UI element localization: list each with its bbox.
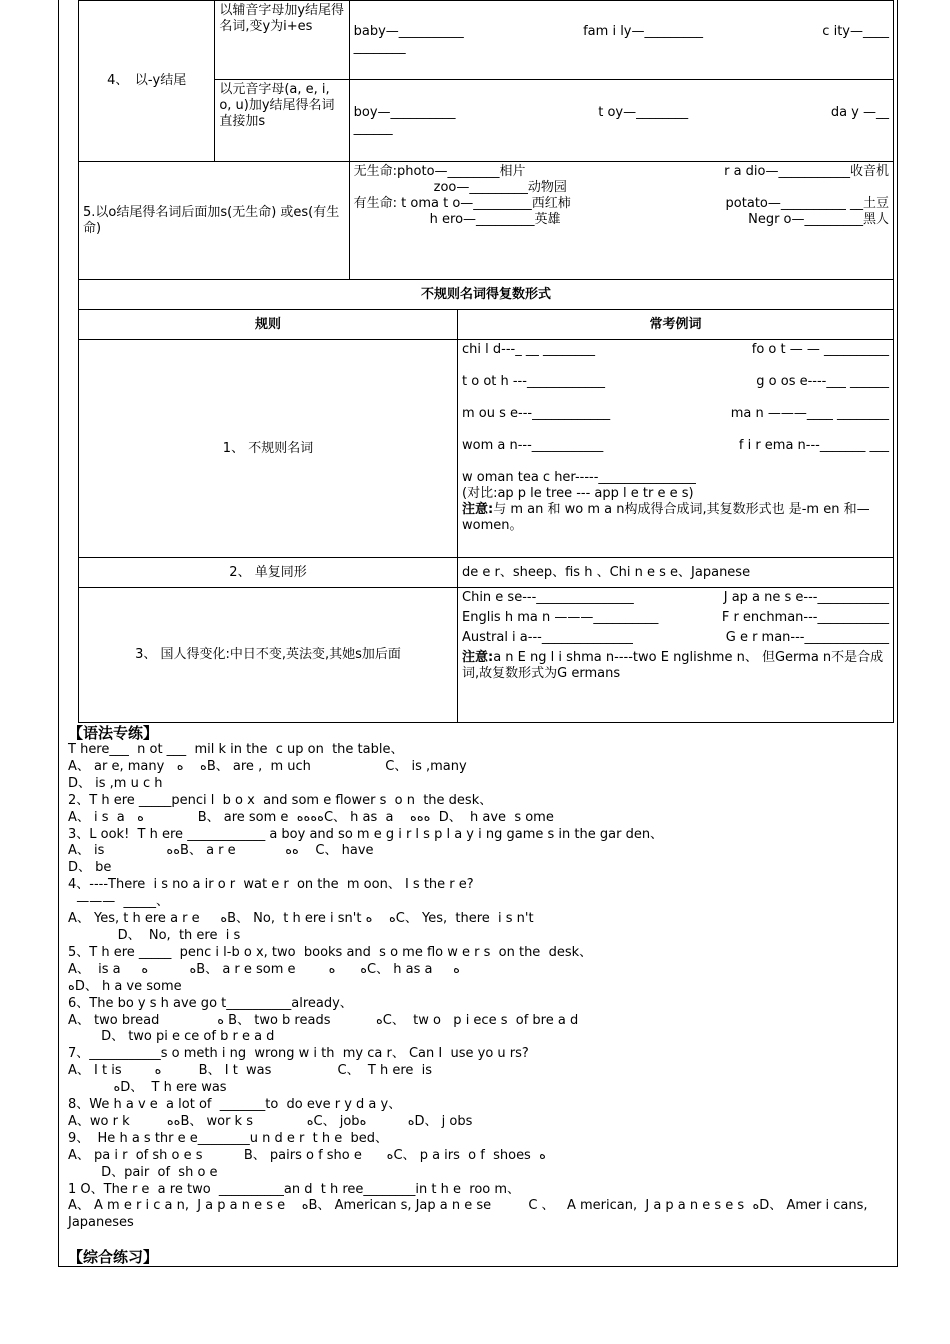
exercise-line: 1 O、The r e a re two __________an d t h ree________in t h e roo m、 xyxy=(68,1181,521,1197)
exercise-line: D、 No, th ere i s xyxy=(68,927,241,943)
note-label: 注意: xyxy=(462,502,494,517)
example: g o os e----___ ______ xyxy=(756,374,889,389)
exercise-line: ﻩD、 h a ve some xyxy=(68,978,182,994)
exercise-line: 9、 He h a s thr e e________u n d e r t h e bed、 xyxy=(68,1130,388,1146)
exercise-line: ﻩD、 T h ere was xyxy=(68,1080,227,1096)
example: w oman tea c her-----_______________ xyxy=(462,470,696,485)
rules-table xyxy=(78,0,894,280)
note-text: 与 m an 和 wo m a n构成得合成词,其复数形式也 是-m en 和—women。 xyxy=(462,502,870,533)
exercise-line: A、 ar e, many ﻩ ﻩB、 are , m uch C、 is ,many xyxy=(68,758,467,774)
row1-label: 1、 不规则名词 xyxy=(79,340,458,558)
rule4-sub2: 以元音字母(a, e, i, o, u)加y结尾得名词直接加s xyxy=(215,80,349,162)
example: Chin e se---_______________ xyxy=(462,590,634,605)
example: (对比:ap p le tree --- app l e tr e e s) xyxy=(462,486,694,501)
example: zoo—_________动物园 xyxy=(433,180,567,195)
exercise-line: 2、T h ere _____penci l b o x and som e flower s o n the desk、 xyxy=(68,792,493,808)
example: wom a n---___________ xyxy=(462,438,604,453)
note xyxy=(462,650,889,682)
rule5-label: 5.以o结尾得名词后面加s(无生命) 或es(有生命) xyxy=(79,162,350,280)
example: t o ot h ---____________ xyxy=(462,374,605,389)
exercise-line: 7、___________s o meth i ng wrong w i th my ca r、 Can I use yo u rs? xyxy=(68,1046,529,1062)
grammar-heading: 【语法专练】 xyxy=(68,724,159,742)
note-text: a n E ng l i shma n----two E nglishme n、 但Germa n不是合成词,故复数形式为G ermans xyxy=(462,650,884,681)
exercise-line: 3、L ook! T h ere ____________ a boy and so m e g i r l s p l a y i ng game s in the gar den、 xyxy=(68,826,664,842)
exercise-line: 6、The bo y s h ave go t__________already、 xyxy=(68,995,353,1011)
example: J ap a ne s e---___________ xyxy=(723,590,889,605)
example: ma n ———____ ________ xyxy=(730,406,889,421)
row2-examples: de e r、sheep、fis h 、Chi n e s e、Japanese xyxy=(458,558,894,588)
example: 有生命: t oma t o—_________西红柿 xyxy=(353,196,571,211)
exercise-line: A、 Yes, t h ere a r e ﻩB、 No, t h ere i sn't ﻩ ﻩC、 Yes, there i s n't xyxy=(68,911,534,927)
example: fam i ly—_________ xyxy=(583,24,703,39)
example: F r enchman---___________ xyxy=(721,610,889,625)
rule5-examples xyxy=(349,162,893,280)
grammar-section xyxy=(68,724,890,1232)
example: Negr o—_________黑人 xyxy=(748,212,889,227)
col-rule: 规则 xyxy=(79,310,458,340)
exercise-line: A、 I t is ﻩ B、 I t was C、 T h ere is xyxy=(68,1063,433,1079)
example: 无生命:photo—________相片 xyxy=(353,164,526,179)
exercise-line: A、 is a ﻩ ﻩB、 a r e som e ﻩ ﻩC、 h as a ﻩ xyxy=(68,961,460,977)
example: m ou s e---____________ xyxy=(462,406,611,421)
example: h ero—_________英雄 xyxy=(429,212,561,227)
example: Englis h ma n ———__________ xyxy=(462,610,659,625)
example: boy—__________ xyxy=(353,104,456,120)
example: potato—__________ __土豆 xyxy=(725,196,889,211)
exercise-line: 5、T h ere _____ penc i l-b o x, two books and s o me flo w e r s on the desk、 xyxy=(68,944,593,960)
exercise-line: A、 pa i r of sh o e s B、 pairs o f sho e ﻩC、 p a irs o f shoes ﻩ xyxy=(68,1147,546,1163)
col-examples: 常考例词 xyxy=(458,310,894,340)
example: t oy—________ xyxy=(598,104,689,120)
rule4-label: 4、 以-y结尾 xyxy=(79,1,215,162)
exercise-line: T here___ n ot ___ mil k in the c up on the table、 xyxy=(68,742,404,757)
note xyxy=(462,502,889,534)
example: chi l d---_ __ ________ xyxy=(462,342,595,357)
exercise-line: A、 two bread ﻩ B、 two b reads ﻩC、 tw o p i ece s of bre a d xyxy=(68,1012,579,1028)
exercise-line: ——— _____、 xyxy=(68,894,170,910)
row2-label: 2、 单复同形 xyxy=(79,558,458,588)
exercise-line: D、pair of sh o e xyxy=(68,1164,218,1180)
example: da y —__ xyxy=(830,104,889,120)
exercise-line: D、 two pi e ce of b r e a d xyxy=(68,1029,275,1045)
example: c ity—____ xyxy=(822,24,889,39)
exercise-line: A、 is ﻩﻩB、 a r e ﻩﻩ C、 have xyxy=(68,843,374,859)
rule4-sub1: 以辅音字母加y结尾得名词,变y为i+es xyxy=(215,1,349,80)
example: Austral i a---______________ xyxy=(462,630,633,645)
row1-examples xyxy=(458,340,894,558)
row3-label: 3、 国人得变化:中日不变,英法变,其她s加后面 xyxy=(79,588,458,723)
example: ________ xyxy=(353,40,406,55)
example: baby—__________ xyxy=(353,24,464,39)
irregular-title: 不规则名词得复数形式 xyxy=(79,280,894,310)
example: ______ xyxy=(353,120,393,136)
example: r a dio—___________收音机 xyxy=(724,164,889,179)
exercise-line: A、 i s a ﻩ B、 are som e ﻩﻩﻩﻩC、 h as a ﻩﻩﻩ D、 h ave s ome xyxy=(68,809,554,825)
footer-heading: 【综合练习】 xyxy=(68,1248,159,1266)
exercise-line: A、wo r k ﻩﻩB、 wor k s ﻩC、 jobﻩ ﻩD、 j obs xyxy=(68,1113,473,1129)
exercise-line: 8、We h a v e a lot of _______to do eve r y d a y、 xyxy=(68,1097,402,1113)
example: f i r ema n---_______ ___ xyxy=(738,438,889,453)
note-label: 注意: xyxy=(462,650,494,665)
row3-examples xyxy=(458,588,894,723)
rule4-sub2-examples xyxy=(349,80,893,162)
example: G e r man---_____________ xyxy=(725,630,889,645)
exercise-line: 4、----There i s no a ir o r wat e r on the m oon、 I s the r e? xyxy=(68,877,474,893)
example: fo o t — — __________ xyxy=(751,342,889,357)
rule4-sub1-examples xyxy=(349,1,893,80)
irregular-table xyxy=(78,279,894,723)
exercise-line: D、 be xyxy=(68,860,112,876)
exercise-line: A、 A m e r i c a n, J a p a n e s e ﻩB、 American s, Jap a n e se C 、 A merican, J a p a n e s e s ﻩD、 Amer i cans, Japaneses xyxy=(68,1198,872,1231)
exercise-line: D、 is ,m u c h xyxy=(68,775,163,791)
